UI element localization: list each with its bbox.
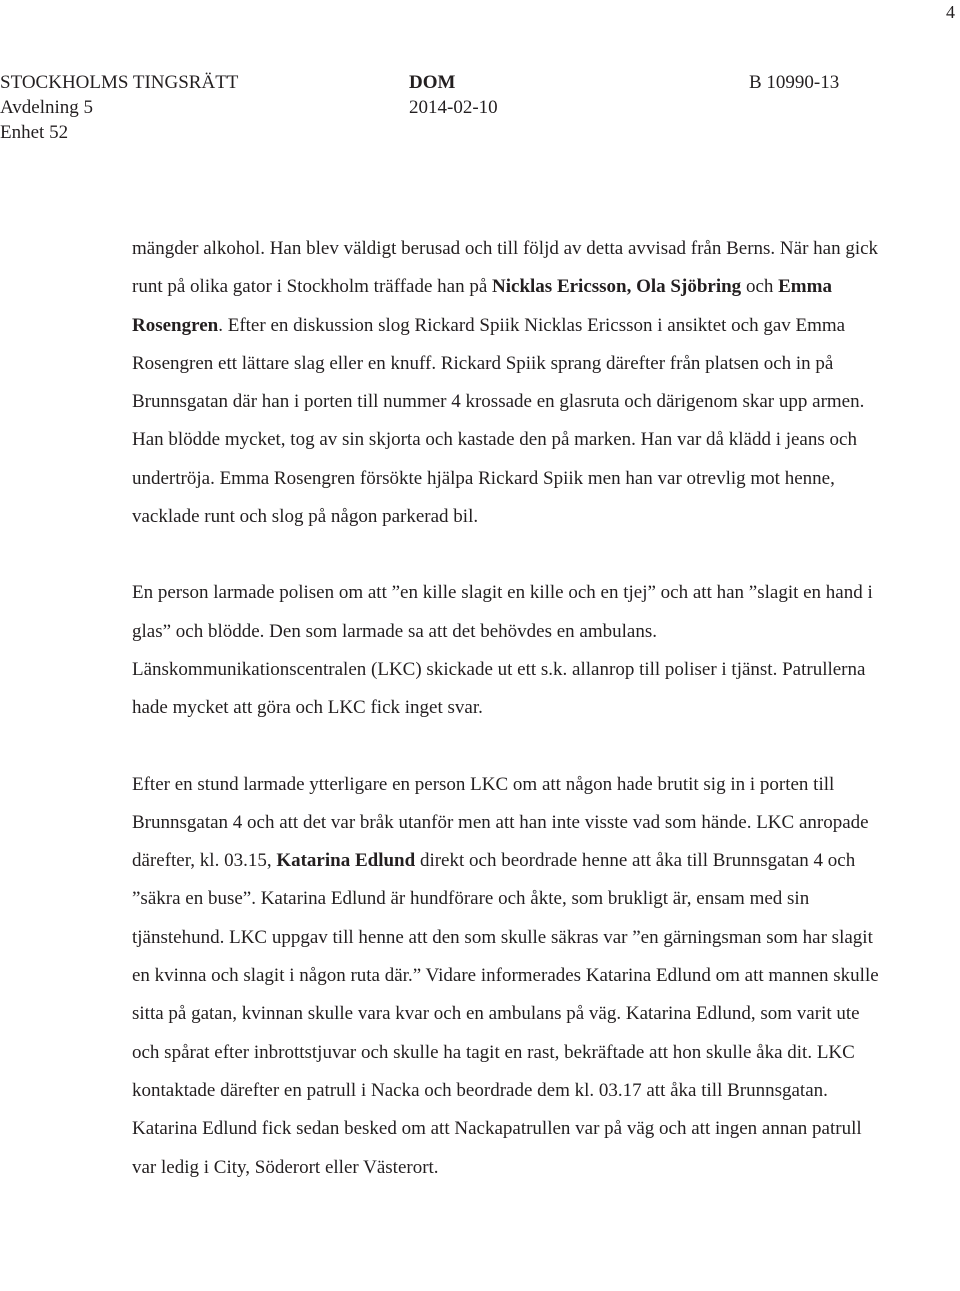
bold-name: Katarina Edlund [276, 850, 416, 872]
paragraph-text: . Efter en diskussion slog Rickard Spiik Nicklas Ericsson i ansiktet och gav Emma Rosengren ett lättare slag eller en knuff. Rickard Spiik sprang därefter från platsen och in på Brunnsgatan där han i porten till nummer 4 krossade en glasruta och därigenom skar upp armen. Han blödde mycket, tog av sin skjorta och kastade den på marken. Han var då klädd i jeans och undertröja. Emma Rosengren försökte hjälpa Rickard Spiik men han var otrevlig mot henne, vacklade runt och slog på någon parkerad bil. [132, 314, 865, 528]
court-name: STOCKHOLMS TINGSRÄTT [0, 72, 239, 93]
court-block [0, 70, 238, 145]
paragraph-text: Efter en stund larmade ytterligare en person LKC om att någon hade brutit sig in i porten till Brunnsgatan 4 och att det var bråk utanför men att han inte visste vad som hände. LKC anropade därefter, kl. 03.15, [132, 773, 869, 872]
paragraph-text: direkt och beordrade henne att åka till Brunnsgatan 4 och ”säkra en buse”. Katarina Edlund är hundförare och åkte, som brukligt är, ensam med sin tjänstehund. LKC uppgav till henne att den som skulle säkras var ”en gärningsman som har slagit en kvinna och slagit i någon ruta där.” Vidare informerades Katarina Edlund om att mannen skulle sitta på gatan, kvinnan skulle vara kvar och en ambulans på väg. Katarina Edlund, som varit ute och spårat efter inbrottstjuvar och skulle ha tagit en rast, bekräftade att hon skulle åka dit. LKC kontaktade därefter en patrull i Nacka och beordrade dem kl. 03.17 att åka till Brunnsgatan. Katarina Edlund fick sedan besked om att Nackapatrullen var på väg och att ingen annan patrull var ledig i City, Söderort eller Västerort. [132, 850, 879, 1178]
body-paragraph [132, 230, 882, 536]
case-number-block [749, 70, 839, 95]
document-date: 2014-02-10 [409, 97, 498, 118]
document-type-block [409, 70, 498, 120]
bold-name: Nicklas Ericsson, Ola Sjöbring [492, 276, 742, 298]
paragraph-text: En person larmade polisen om att ”en kille slagit en kille och en tjej” och att han ”slagit en hand i glas” och blödde. Den som larmade sa att det behövdes en ambulans. Länskommunikationscentralen (LKC) skickade ut ett s.k. allanrop till poliser i tjänst. Patrullerna hade mycket att göra och LKC fick inget svar. [132, 582, 873, 719]
case-number: B 10990-13 [749, 72, 840, 93]
body-paragraph [132, 574, 882, 727]
paragraph-text: och [741, 276, 779, 298]
body-paragraph [132, 766, 882, 1187]
bold-name: Emma Rosengren [132, 276, 832, 336]
page-number: 4 [946, 2, 955, 22]
unit: Enhet 52 [0, 122, 69, 143]
division: Avdelning 5 [0, 97, 94, 118]
document-body [132, 230, 882, 1187]
document-type: DOM [409, 72, 456, 93]
paragraph-text: mängder alkohol. Han blev väldigt berusad och till följd av detta avvisad från Berns. När han gick runt på olika gator i Stockholm träffade han på [132, 238, 879, 298]
